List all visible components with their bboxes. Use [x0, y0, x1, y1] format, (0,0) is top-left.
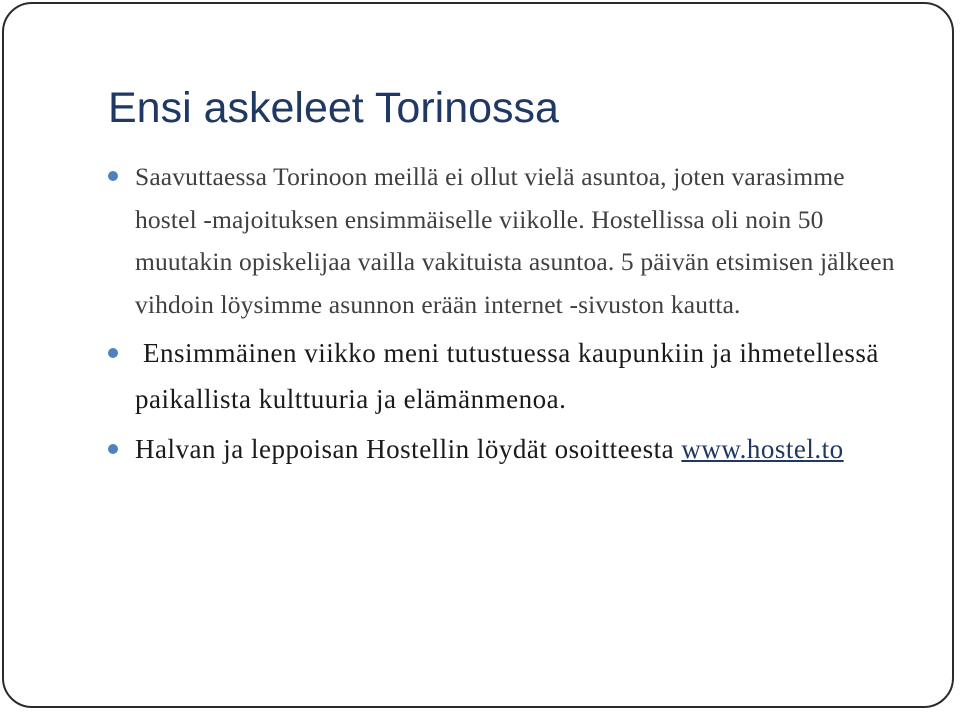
bullet-text: Halvan ja leppoisan Hostellin löydät osoitteesta — [135, 434, 682, 464]
slide — [2, 2, 954, 708]
bullet-dot-icon — [108, 444, 118, 454]
bullet-list — [108, 156, 908, 478]
bullet-item — [108, 331, 908, 422]
bullet-dot-icon — [108, 171, 118, 181]
bullet-item — [108, 427, 908, 473]
bullet-item — [108, 156, 908, 326]
slide-title: Ensi askeleet Torinossa — [108, 84, 559, 132]
bullet-text: Saavuttaessa Torinoon meillä ei ollut vielä asuntoa, joten varasimme hostel -majoituksen ensimmäiselle viikolle. Hostellissa oli noin 50 muutakin opiskelijaa vailla vakituista asuntoa. 5 päivän etsimisen jälkeen vihdoin löysimme asunnon erään internet -sivuston kautta. — [135, 162, 895, 319]
bullet-dot-icon — [108, 348, 118, 358]
hostel-website-link[interactable]: www.hostel.to — [681, 434, 844, 464]
bullet-text: Ensimmäinen viikko meni tutustuessa kaupunkiin ja ihmetellessä paikallista kulttuuria ja elämänmenoa. — [135, 338, 879, 414]
